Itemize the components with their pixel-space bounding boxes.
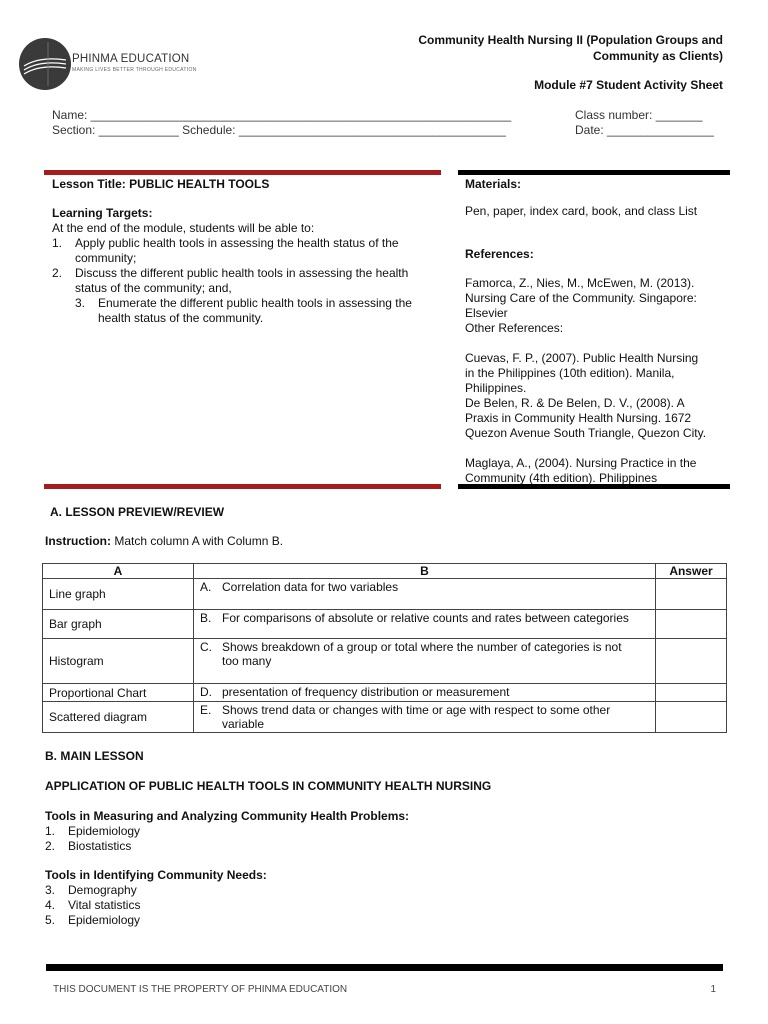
target-item: 3. Enumerate the different public health tools in assessing the — [75, 296, 412, 310]
answer-cell[interactable] — [656, 702, 727, 733]
materials-top-bar — [458, 170, 730, 175]
learning-targets-label: Learning Targets: — [52, 206, 153, 220]
table-row — [43, 579, 727, 610]
column-b-cell: E. Shows trend data or changes with time or age with respect to some other variable — [194, 702, 656, 733]
target-item-cont: community; — [75, 251, 137, 265]
table-header-row — [43, 564, 727, 579]
column-b-cell: C. Shows breakdown of a group or total where the number of categories is not too many — [194, 639, 656, 684]
lesson-title: Lesson Title: PUBLIC HEALTH TOOLS — [52, 177, 270, 191]
column-b-header: B — [194, 564, 656, 579]
footer-text: THIS DOCUMENT IS THE PROPERTY OF PHINMA EDUCATION — [53, 984, 348, 995]
table-row — [43, 639, 727, 684]
matching-table — [42, 563, 727, 733]
answer-cell[interactable] — [656, 639, 727, 684]
list-item: 1. Epidemiology — [45, 824, 141, 838]
brand-name: PHINMA EDUCATION — [72, 53, 190, 65]
list-item: 5. Epidemiology — [45, 913, 141, 927]
target-item: 2. Discuss the different public health tools in assessing the health — [52, 266, 409, 280]
references-label: References: — [465, 247, 534, 261]
answer-cell[interactable] — [656, 579, 727, 610]
column-a-cell: Line graph — [43, 579, 194, 610]
section-a-heading: A. LESSON PREVIEW/REVIEW — [50, 505, 225, 519]
tools-needs-label: Tools in Identifying Community Needs: — [45, 868, 267, 882]
tools-measuring-label: Tools in Measuring and Analyzing Community Health Problems: — [45, 809, 410, 823]
column-a-cell: Proportional Chart — [43, 684, 194, 702]
table-row — [43, 610, 727, 639]
target-item-cont: health status of the community. — [98, 311, 264, 325]
column-b-cell: B. For comparisons of absolute or relative counts and rates between categories — [194, 610, 656, 639]
answer-cell[interactable] — [656, 684, 727, 702]
footer-bar — [46, 964, 723, 971]
lesson-bottom-bar — [44, 484, 441, 489]
date-field: Date: ________________ — [575, 123, 714, 137]
answer-cell[interactable] — [656, 610, 727, 639]
instruction: Instruction: Match column A with Column B. — [45, 534, 284, 548]
column-a-cell: Histogram — [43, 639, 194, 684]
name-field: Name: _______________________________________________________________ — [52, 108, 512, 122]
page-number: 1 — [710, 984, 716, 995]
main-lesson-subheading: APPLICATION OF PUBLIC HEALTH TOOLS IN COMMUNITY HEALTH NURSING — [45, 779, 492, 793]
column-a-header: A — [43, 564, 194, 579]
course-title: Community Health Nursing II (Population Groups and Community as Clients) — [418, 33, 723, 63]
lesson-top-bar — [44, 170, 441, 175]
target-item-cont: status of the community; and, — [75, 281, 232, 295]
list-item: 4. Vital statistics — [45, 898, 141, 912]
column-a-cell: Bar graph — [43, 610, 194, 639]
target-item: 1. Apply public health tools in assessing the health status of the — [52, 236, 399, 250]
answer-header: Answer — [656, 564, 727, 579]
section-schedule-field: Section: ____________ Schedule: ________________________________________ — [52, 123, 506, 137]
logo-circle-icon — [18, 36, 72, 92]
column-b-cell: D. presentation of frequency distribution or measurement — [194, 684, 656, 702]
class-number-field: Class number: _______ — [575, 108, 703, 122]
learning-targets-intro: At the end of the module, students will be able to: — [52, 221, 315, 235]
list-item: 3. Demography — [45, 883, 137, 897]
references-list: Famorca, Z., Nies, M., McEwen, M. (2013). Nursing Care of the Community. Singapore: Elsevier Other References: Cuevas, F. P., (2007). Public Health Nursing in the Philippines (10th edition). Manila, Philippines. De Belen, R. & De Belen, D. V., (2008). A Praxis in Community Health Nursing. 1672 Quezon Avenue South Triangle, Quezon City. Maglaya, A., (2004). Nursing Practice in the Community (4th edition). Philippines — [465, 276, 707, 485]
materials-text: Pen, paper, index card, book, and class List — [465, 204, 698, 218]
section-b-heading: B. MAIN LESSON — [45, 749, 144, 763]
brand-tagline: MAKING LIVES BETTER THROUGH EDUCATION — [72, 67, 197, 73]
module-title: Module #7 Student Activity Sheet — [534, 78, 723, 92]
table-row — [43, 684, 727, 702]
column-a-cell: Scattered diagram — [43, 702, 194, 733]
column-b-cell: A. Correlation data for two variables — [194, 579, 656, 610]
table-row — [43, 702, 727, 733]
list-item: 2. Biostatistics — [45, 839, 132, 853]
materials-label: Materials: — [465, 177, 522, 191]
